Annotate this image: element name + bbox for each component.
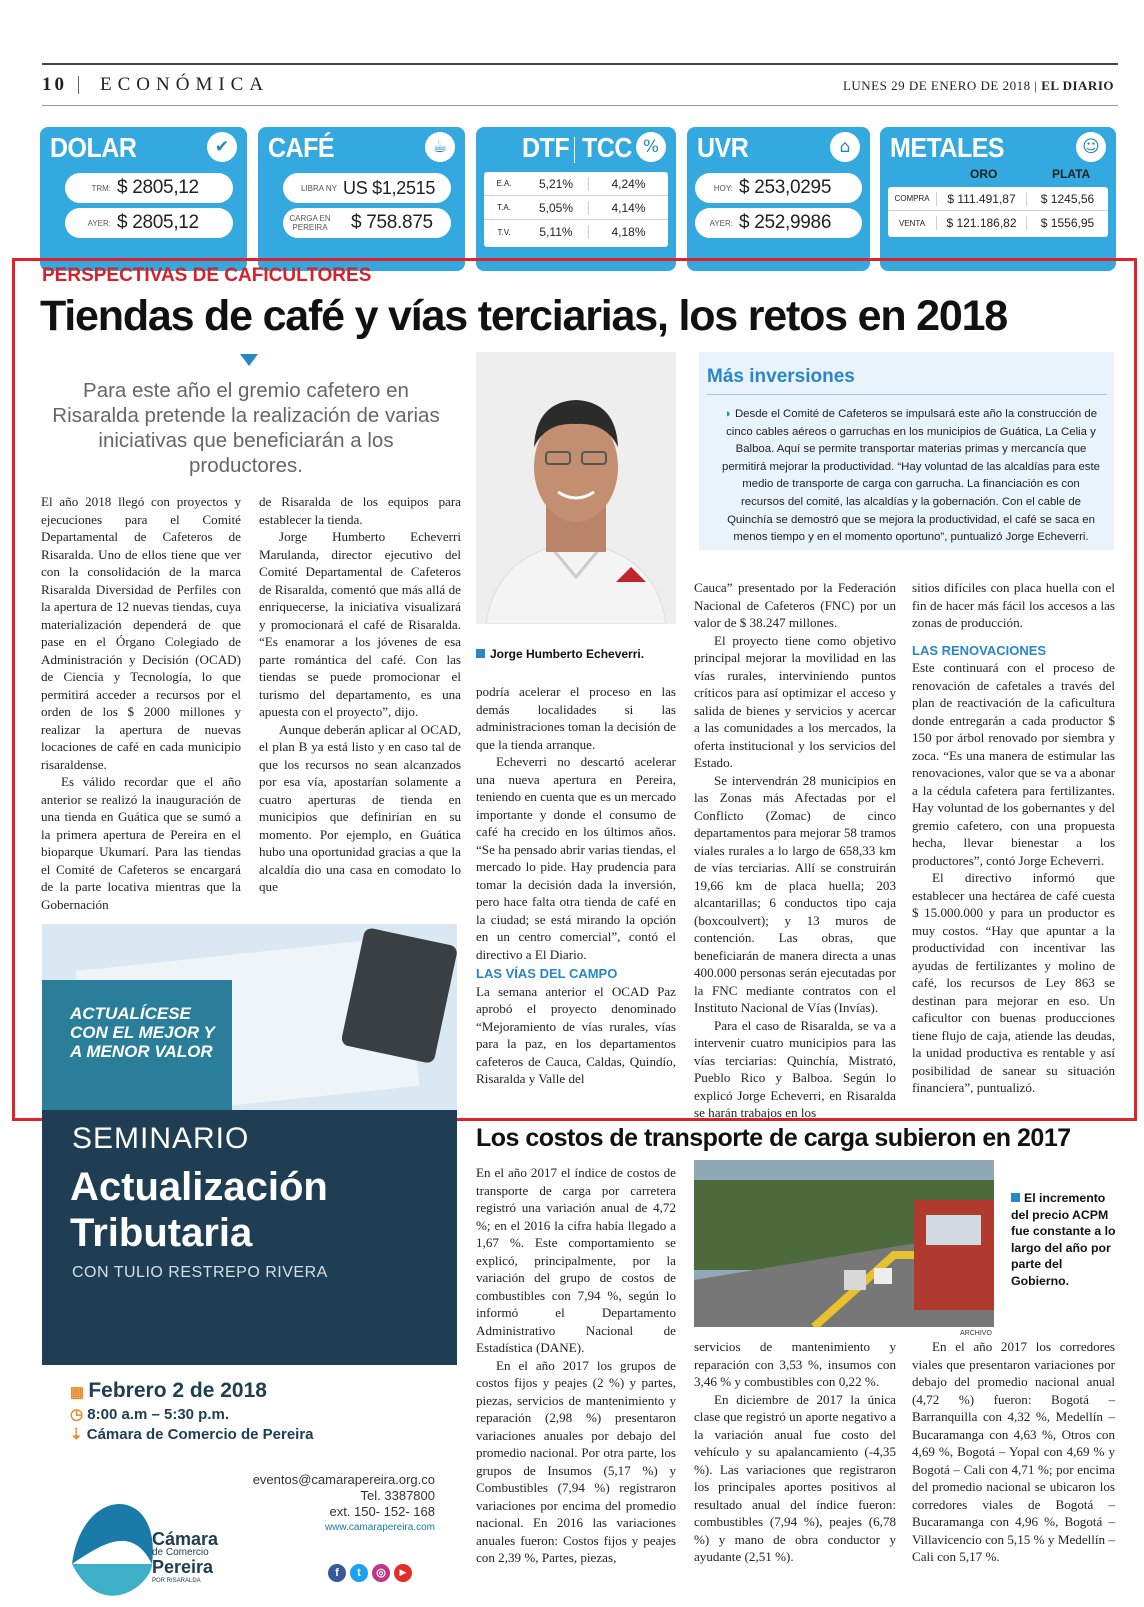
uvr-hoy-row bbox=[695, 173, 862, 203]
article-lead: Para este año el gremio cafetero en Risaralda pretende la realización de varias iniciativas que beneficiarán a los productores. bbox=[52, 379, 440, 477]
article-column-3 bbox=[476, 683, 676, 1088]
ad-time: 8:00 a.m – 5:30 p.m. bbox=[87, 1406, 230, 1423]
dolar-ayer-row bbox=[65, 208, 233, 238]
cafe-title: CAFÉ bbox=[268, 133, 335, 164]
ad-logo bbox=[152, 1529, 219, 1588]
people-icon: ☺ bbox=[1076, 132, 1106, 162]
dolar-trm-row bbox=[65, 173, 233, 203]
paragraph: El año 2018 llegó con proyectos y ejecuciones para el Comité Departamental de Cafeteros de Risaralda. Uno de ellos tiene que ver con la consolidación de la marca Risaralda Diversidad de Perfiles con la apertura de 12 nuevas tiendas, cuya materialización dependerá de que pase en el Órgano Colegiado de Administración y Decisión (OCAD) de Ciencia y Tecnología, lo que permitirá acceder a recursos por el orden de los $ 2000 millones y realizar la apertura de nuevas locaciones de café en cada municipio risaraldense. bbox=[41, 494, 241, 772]
dtf-value: 5,11% bbox=[539, 225, 573, 239]
ad-date: Febrero 2 de 2018 bbox=[88, 1379, 267, 1402]
social-icons bbox=[328, 1564, 412, 1582]
plata-value: $ 1556,95 bbox=[1026, 216, 1108, 230]
dolar-title: DOLAR bbox=[50, 133, 137, 164]
dtf-box bbox=[476, 127, 676, 271]
logo-line-4: POR RISARALDA bbox=[152, 1578, 201, 1584]
header-date: LUNES 29 DE ENERO DE 2018 | EL DIARIO bbox=[842, 78, 1114, 93]
paragraph: Jorge Humberto Echeverri Marulanda, director ejecutivo del Comité Departamental de Cafeteros de Risaralda, comentó que más allá de enriquecerse, la iniciativa visualizará y promocionará el café de Risaralda. “Es enamorar a los jóvenes de esa parte romántica del café. Con las tiendas se puede promocionar el turismo del departamento, es una apuesta con el proyecto”, dijo. bbox=[259, 529, 461, 719]
dtf-value: 5,21% bbox=[538, 176, 574, 191]
bullet-icon: ◗ bbox=[724, 408, 735, 420]
row-label: TRM: bbox=[91, 183, 111, 193]
row-value: $ 2805,12 bbox=[117, 177, 199, 198]
paragraph: Es válido recordar que el año anterior se realizó la inauguración de una tienda en Guática que se sumó a la primera apertura de Pereira en el bioparque Ukumarí. Para las tiendas el Comité de Cafeteros se encargará de la parte locativa mientras que la Gobernación bbox=[41, 774, 241, 912]
dtf-value: 5,05% bbox=[538, 200, 574, 215]
paragraph: Aunque deberán aplicar al OCAD, el plan B ya está listo y en caso tal de que los recursos no sean alcanzados por esa vía, apostarían solamente a cuatro aperturas de tienda en municipios que definirían en su momento. Por ejemplo, en Guática hubo una oportunidad gracias a que la alcaldía dio una casa en comodato lo que bbox=[259, 721, 461, 894]
sidebar-rule bbox=[707, 394, 1107, 395]
article2-headline: Los costos de transporte de carga subieron en 2017 bbox=[476, 1124, 1071, 1152]
dtf-row bbox=[484, 196, 668, 220]
caption-square-icon bbox=[1011, 1193, 1020, 1202]
uvr-ayer-row bbox=[695, 208, 862, 238]
portrait-photo bbox=[476, 352, 676, 624]
paragraph: Cauca” presentado por la Federación Nacional de Cafeteros (FNC) por un valor de $ 38.247 millones. bbox=[694, 580, 896, 630]
row-value: $ 252,9986 bbox=[739, 212, 832, 233]
youtube-icon[interactable]: ▶ bbox=[394, 1564, 412, 1582]
section-name: ECONÓMICA bbox=[100, 74, 270, 95]
paragraph: En diciembre de 2017 la única clase que registró un aporte negativo a la variación anual fue costo del vehículo y su apalancamiento (-4,35 %). Las variaciones que registraron los principales aportes positivos al resultado anual del índice fueron: combustibles (7,94 %), peajes (6,78 %) y mano de obra conductor y ayudante (2,51 %). bbox=[694, 1391, 896, 1564]
paragraph: El proyecto tiene como objetivo principal mejorar la movilidad en las vías rurales, interviniendo puntos críticos para así optimizar el acceso y salida de bienes y servicios y acercar a las comunidades a los mercados, la oferta institucional y los servicios del Estado. bbox=[694, 632, 896, 770]
article-column-2 bbox=[259, 493, 461, 896]
ad-details bbox=[70, 1379, 314, 1443]
page-number: 10 bbox=[42, 74, 67, 95]
metales-title: METALES bbox=[890, 133, 1005, 164]
truck-photo bbox=[694, 1160, 994, 1327]
cafe-ny-row bbox=[283, 173, 451, 203]
article-column-1 bbox=[41, 493, 241, 913]
logo-line-1: Cámara bbox=[152, 1529, 219, 1549]
location-pin-icon: ⇣ bbox=[70, 1426, 87, 1443]
article-column-4 bbox=[694, 579, 896, 1122]
subhead-vias: LAS VÍAS DEL CAMPO bbox=[476, 966, 618, 981]
row-value: US $1,2515 bbox=[343, 177, 436, 198]
row-value: $ 758.875 bbox=[351, 212, 433, 233]
ad-ext: ext. 150- 152- 168 bbox=[329, 1504, 435, 1519]
row-label: VENTA bbox=[898, 218, 926, 228]
row-label: LIBRA NY bbox=[300, 183, 337, 193]
metales-box bbox=[880, 127, 1116, 271]
header-divider bbox=[78, 76, 79, 94]
facebook-icon[interactable]: f bbox=[328, 1564, 346, 1582]
row-label: E.A. bbox=[496, 179, 512, 188]
paragraph: En el año 2017 los corredores viales que presentaron variaciones por debajo del promedio nacional anual (4,72 %) fueron: Bogotá – Barranquilla con 4,32 %, Medellín – Bucaramanga con 4,63 %, Otros con 4,69 %, Bogotá – Yopal con 4,69 % y Bogotá – Cali con 4,71 %; por encima del promedio nacional se ubicaron los corredores viales de Bogotá – Bucaramanga con 4,96 %, Bogotá – Villavicencio con 5,15 % y Medellín – Cali con 5,17 %. bbox=[912, 1339, 1115, 1564]
ad-email[interactable]: eventos@camarapereira.org.co bbox=[252, 1472, 435, 1487]
house-icon: ⌂ bbox=[830, 132, 860, 162]
metales-row bbox=[888, 211, 1108, 235]
title-divider bbox=[574, 137, 575, 163]
oro-value: $ 111.491,87 bbox=[936, 192, 1026, 206]
ad-contact bbox=[253, 1472, 435, 1536]
uvr-box bbox=[687, 127, 870, 271]
dtf-table bbox=[484, 172, 668, 247]
ad-speaker: CON TULIO RESTREPO RIVERA bbox=[72, 1264, 328, 1281]
truck-photo-caption bbox=[1011, 1190, 1121, 1290]
row-label: CARGA EN PEREIRA bbox=[289, 214, 331, 232]
article2-column-3 bbox=[912, 1338, 1115, 1566]
ad-tel: Tel. 3387800 bbox=[360, 1488, 435, 1503]
ad-web[interactable]: www.camarapereira.com bbox=[324, 1522, 435, 1533]
row-value: $ 2805,12 bbox=[117, 212, 199, 233]
paragraph: de Risaralda de los equipos para establecer la tienda. bbox=[259, 494, 461, 527]
row-label: T.V. bbox=[497, 227, 511, 237]
oro-header: ORO bbox=[970, 167, 998, 181]
paragraph: Para el caso de Risaralda, se va a intervenir cuatro municipios para las vías terciarias: Quinchía, Mistrató, Pueblo Rico y Balboa. Según lo explicó Jorge Echeverri, en Risaralda se harán trabajos en los bbox=[694, 1017, 896, 1120]
header-rule bbox=[42, 63, 1118, 65]
row-label: AYER: bbox=[87, 218, 111, 228]
sidebar-text bbox=[721, 406, 1101, 547]
paragraph: Se intervendrán 28 municipios en las Zonas más Afectadas por el Conflicto (Zomac) de cinco departamentos para mejorar 58 tramos viales rurales a lo largo de 658,33 km de vías terciarias. Allí se construirán 19,66 km de placa huella; 203 alcantarillas; 6 conductos tipo caja (boxcoulvert); y 13 muros de contención. Las obras, que beneficiarán de manera directa a unas 400.000 personas serán ejecutadas por la FNC mediante contratos con el Instituto Nacional de Vías (Invías). bbox=[694, 772, 896, 1015]
paragraph: Este continuará con el proceso de renovación de cafetales a través del plan de reactivación de la caficultura donde entregarán a cada productor $ 150 por árbol renovado por siembra y zoca. “Es una manera de estimular las renovaciones, valor que se va a abonar a la cédula cafetera para fertilizantes. Hay voluntad de los gobernantes y del gremio cafetero, con una propuesta hecha, llevar bienestar a los productores”, contó Jorge Echeverri. bbox=[912, 660, 1115, 868]
paragraph: En el año 2017 los grupos de costos fijos y peajes (2 %) y partes, piezas, servicios de mantenimiento y reparación (2,98 %) presentaron variaciones anuales por debajo del promedio nacional. Por otra parte, los grupos de Insumos (5,17 %) y Combustibles (7,94 %) registraron variaciones por encima del promedio nacional. En 2016 las variaciones anuales fueron: Costos fijos y peajes con 2,39 %, Partes, piezas, bbox=[476, 1357, 676, 1565]
paragraph: Echeverri no descartó acelerar una nueva apertura en Pereira, teniendo en cuenta que es un mercado importante y donde el consumo de café ha crecido en los últimos años. “Se ha pensado abrir varias tiendas, el mercado lo pide. Hay prudencia para tomar la decisión dada la inversión, pero hace falta otra tienda de café en la ciudad; se está mirando la opción en un centro comercial”, contó el directivo a El Diario. bbox=[476, 754, 676, 962]
metales-table bbox=[888, 187, 1108, 237]
subhead-renovaciones: LAS RENOVACIONES bbox=[912, 642, 1047, 658]
paragraph: La semana anterior el OCAD Paz aprobó el proyecto denominado “Mejoramiento de vías rurales, vías para la paz, en los departamentos cafeteros de Cauca, Caldas, Quindío, Risaralda y Valle del bbox=[476, 983, 676, 1086]
seminar-ad[interactable] bbox=[42, 924, 457, 1607]
row-value: $ 253,0295 bbox=[739, 177, 832, 198]
caption-text: El incremento del precio ACPM fue constante a lo largo del año por parte del Gobierno. bbox=[1011, 1191, 1116, 1288]
article-kicker: PERSPECTIVAS DE CAFICULTORES bbox=[42, 265, 372, 286]
sidebar-title: Más inversiones bbox=[707, 366, 855, 387]
ad-slogan: ACTUALÍCESE CON EL MEJOR Y A MENOR VALOR bbox=[70, 1004, 215, 1061]
tcc-value: 4,24% bbox=[588, 177, 668, 191]
row-label: HOY: bbox=[713, 183, 733, 193]
triangle-marker bbox=[240, 354, 258, 366]
ad-title: Actualización Tributaria bbox=[70, 1165, 328, 1255]
check-arrow-icon: ✔ bbox=[207, 132, 237, 162]
twitter-icon[interactable]: t bbox=[350, 1564, 368, 1582]
logo-line-3: Pereira bbox=[152, 1557, 214, 1577]
tcc-title: TCC bbox=[582, 133, 632, 164]
coffee-beans-icon: ☕ bbox=[425, 132, 455, 162]
logo-line-2: de Comercio bbox=[152, 1547, 209, 1558]
plata-value: $ 1245,56 bbox=[1026, 192, 1108, 206]
instagram-icon[interactable]: ◎ bbox=[372, 1564, 390, 1582]
paragraph: podría acelerar el proceso en las demás localidades si las administraciones toman la decisión de que la tienda arranque. bbox=[476, 684, 676, 752]
clock-icon: ◷ bbox=[70, 1406, 88, 1423]
cafe-box bbox=[258, 127, 465, 271]
caption-square-icon bbox=[476, 649, 485, 658]
portrait-caption bbox=[476, 647, 676, 661]
row-label: T.A. bbox=[497, 203, 511, 212]
article2-column-2 bbox=[694, 1338, 896, 1566]
percent-icon: % bbox=[636, 132, 666, 162]
paragraph: En el año 2017 el índice de costos de transporte de carga por carretera registró una variación anual de 4,72 %; en el 2016 la cifra había llegado a 1,67 %. Este comportamiento se explicó, principalmente, por la variación del grupo de costos de combustibles con 7,94 %, según lo informó el Departamento Administrativo Nacional de Estadística (DANE). bbox=[476, 1165, 676, 1355]
ad-seminar: SEMINARIO bbox=[72, 1122, 250, 1155]
paragraph: El directivo informó que establecer una hectárea de café cuesta $ 15.000.000 y para un productor es muy costos. “Hay que apuntar a la productividad con incentivar las ayudas de fertilizantes y molino de café, los recursos de Ley 863 se destinan para mejorar en eso. Un caficultor con buenas producciones tiene flujo de caja, atiende las deudas, la unidad productiva es rentable y así posibilidad de sanear su situación financiera”, puntualizó. bbox=[912, 870, 1115, 1095]
paper-name: EL DIARIO bbox=[1041, 78, 1114, 93]
plata-header: PLATA bbox=[1052, 167, 1091, 181]
dtf-title: DTF bbox=[522, 133, 570, 164]
article-column-5 bbox=[912, 579, 1115, 1097]
dolar-box bbox=[40, 127, 247, 271]
article2-column-1 bbox=[476, 1164, 676, 1567]
uvr-title: UVR bbox=[697, 133, 749, 164]
article-headline: Tiendas de café y vías terciarias, los retos en 2018 bbox=[40, 292, 1007, 340]
ad-place: Cámara de Comercio de Pereira bbox=[86, 1426, 314, 1443]
cafe-pereira-row bbox=[283, 208, 451, 238]
tcc-value: 4,14% bbox=[588, 201, 668, 215]
metales-row bbox=[888, 187, 1108, 211]
header-rule-bottom bbox=[42, 105, 1118, 106]
sidebar-mas-inversiones bbox=[699, 352, 1114, 550]
tcc-value: 4,18% bbox=[588, 225, 668, 239]
paragraph: sitios difíciles con placa huella con el fin de hacer más fácil los accesos a las zonas de producción. bbox=[912, 580, 1115, 630]
row-label: AYER: bbox=[709, 218, 733, 228]
dtf-row bbox=[484, 172, 668, 196]
dtf-row bbox=[484, 220, 668, 244]
oro-value: $ 121.186,82 bbox=[936, 216, 1026, 230]
photo-credit: ARCHIVO bbox=[960, 1330, 992, 1337]
calendar-icon: ▦ bbox=[70, 1384, 89, 1401]
caption-text: Jorge Humberto Echeverri. bbox=[490, 647, 645, 661]
sidebar-body: Desde el Comité de Cafeteros se impulsará este año la construcción de cinco cables aéreos o garruchas en los municipios de Guática, La Celia y Balboa. Aquí se permite transportar materias primas y mercancía que permitirá mejorar la productividad. “Hay voluntad de las alcaldías para este medio de transporte de carga con garrucha. La financiación es con recursos del comité, las alcaldías y la gobernación. Con el cable de Quinchía se demostró que se mejora la productividad, el café se saca en menos tiempo y en el momento oportuno”, puntualizó Jorge Echeverri. bbox=[722, 408, 1100, 544]
date-text: LUNES 29 DE ENERO DE 2018 bbox=[842, 78, 1031, 93]
row-label: COMPRA bbox=[894, 194, 930, 203]
paragraph: servicios de mantenimiento y reparación con 3,53 %, insumos con 3,46 % y combustibles con 0,22 %. bbox=[694, 1339, 896, 1389]
